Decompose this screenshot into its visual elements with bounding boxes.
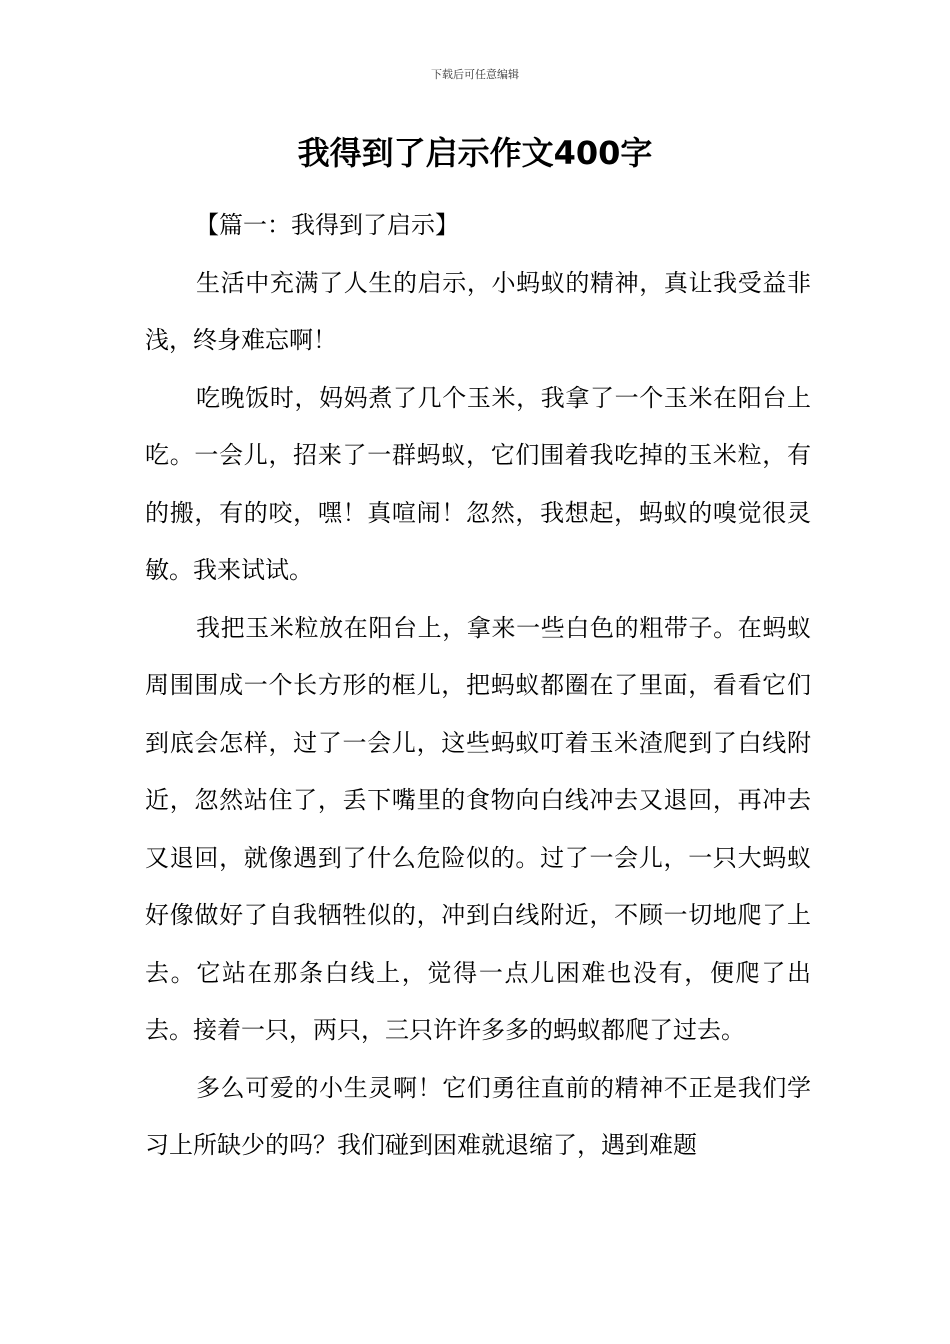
paragraph-2: 吃晚饭时，妈妈煮了几个玉米，我拿了一个玉米在阳台上吃。一会儿，招来了一群蚂蚁，它们围着我吃掉的玉米粒，有的搬，有的咬，嘿！真喧闹！忽然，我想起，蚂蚁的嗅觉很灵敏。我来试试。 (145, 383, 811, 584)
paragraph-4: 多么可爱的小生灵啊！它们勇往直前的精神不正是我们学习上所缺少的吗？我们碰到困难就退缩了，遇到难题 (145, 1073, 811, 1159)
header-note: 下载后可任意编辑 (431, 68, 519, 81)
document-title: 我得到了启示作文400字 (297, 134, 653, 172)
paragraph-3: 我把玉米粒放在阳台上，拿来一些白色的粗带子。在蚂蚁周围围成一个长方形的框儿，把蚂蚁都圈在了里面，看看它们到底会怎样，过了一会儿，这些蚂蚁叮着玉米渣爬到了白线附近，忽然站住了，丢下嘴里的食物向白线冲去又退回，再冲去又退回，就像遇到了什么危险似的。过了一会儿，一只大蚂蚁好像做好了自我牺牲似的，冲到白线附近，不顾一切地爬了上去。它站在那条白线上，觉得一点儿困难也没有，便爬了出去。接着一只，两只，三只许许多多的蚂蚁都爬了过去。 (145, 613, 811, 1044)
document-body (145, 197, 811, 1175)
section-heading: 【篇一：我得到了启示】 (195, 211, 459, 239)
paragraph-1: 生活中充满了人生的启示，小蚂蚁的精神，真让我受益非浅，终身难忘啊！ (145, 268, 811, 354)
